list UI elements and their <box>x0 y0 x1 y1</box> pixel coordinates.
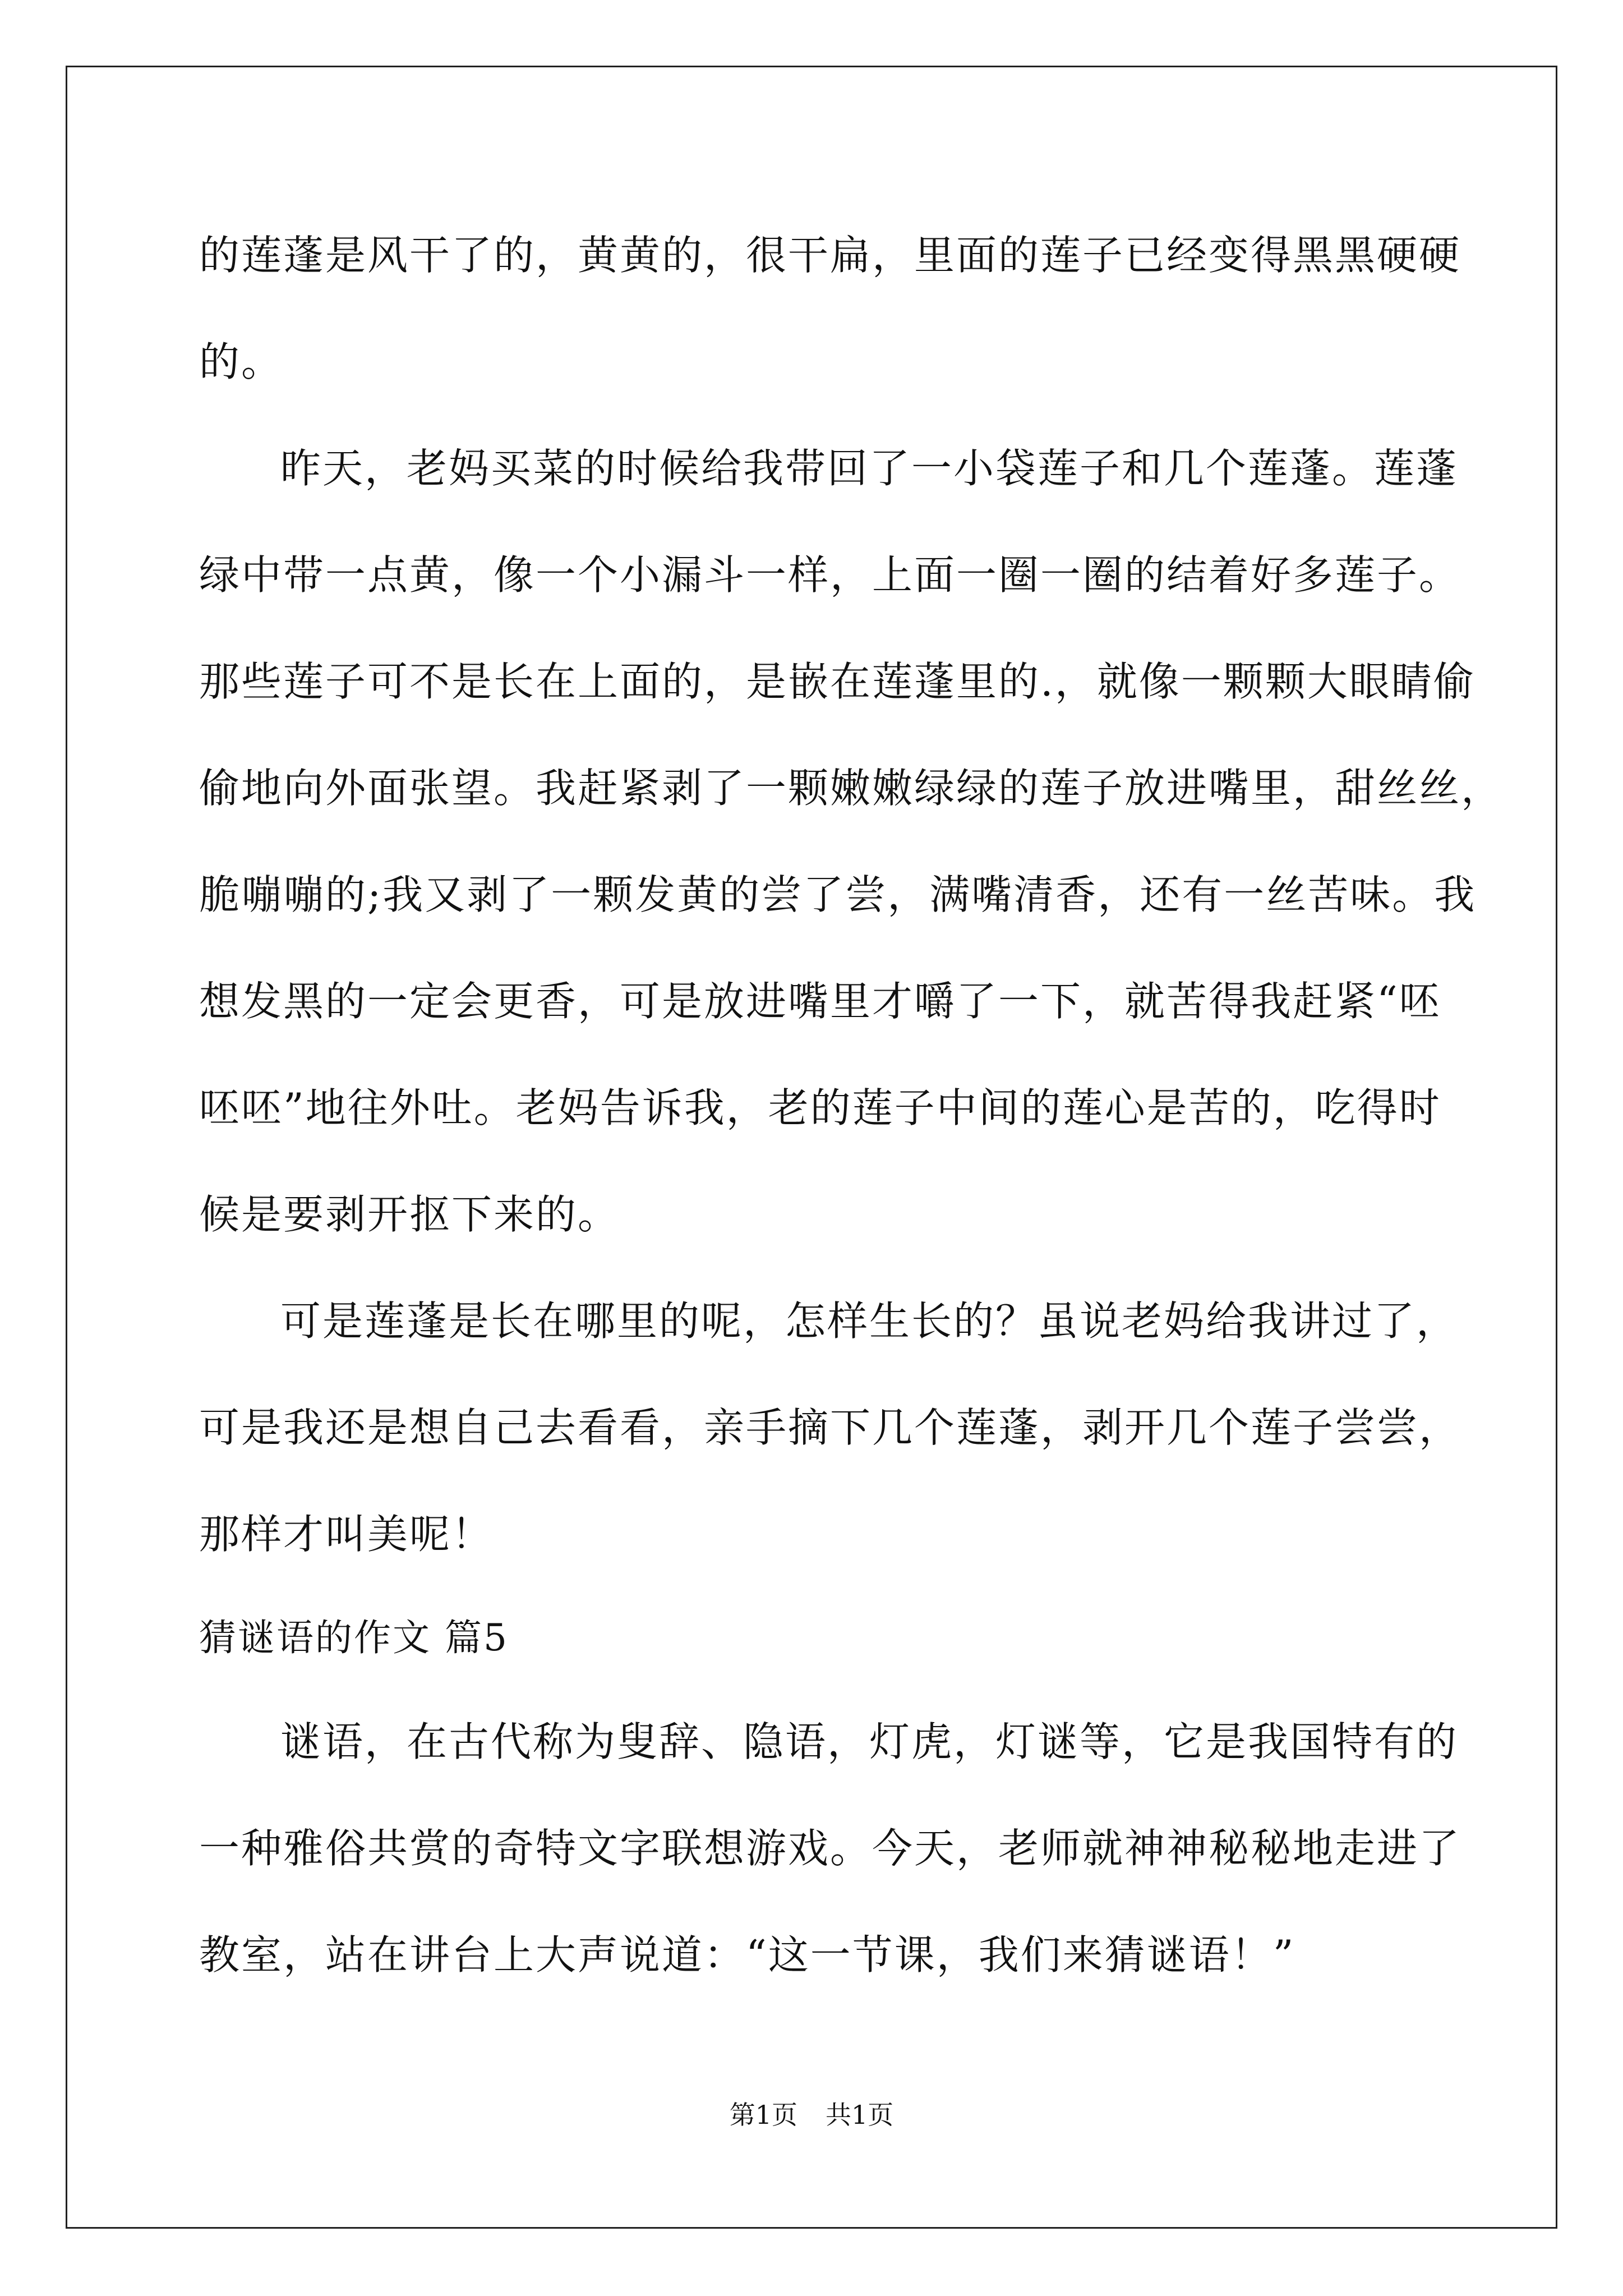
paragraph-start-line: 可是莲蓬是长在哪里的呢，怎样生长的？虽说老妈给我讲过了， <box>280 1297 1459 1345</box>
text-line: 教室，站在讲台上大声说道：“这一节课，我们来猜谜语！” <box>199 1931 1295 1978</box>
text-line: 绿中带一点黄，像一个小漏斗一样，上面一圈一圈的结着好多莲子。 <box>199 551 1461 599</box>
text-line: 可是我还是想自己去看看，亲手摘下几个莲蓬，剥开几个莲子尝尝， <box>199 1404 1461 1451</box>
text-line: 的莲蓬是风干了的，黄黄的，很干扁，里面的莲子已经变得黑黑硬硬 <box>199 232 1461 279</box>
text-line: 呸呸”地往外吐。老妈告诉我，老的莲子中间的莲心是苦的，吃得时 <box>199 1084 1441 1131</box>
text-line: 想发黑的一定会更香，可是放进嘴里才嚼了一下，就苦得我赶紧“呸 <box>199 978 1441 1025</box>
page-number-current: 第1页 <box>729 2100 797 2130</box>
page-footer <box>0 2098 1623 2132</box>
document-body <box>199 202 1504 2008</box>
paragraph-start-line: 昨天，老妈买菜的时候给我带回了一小袋莲子和几个莲蓬。莲蓬 <box>280 445 1459 492</box>
section-heading: 猜谜语的作文 篇5 <box>199 1616 509 1659</box>
text-line: 偷地向外面张望。我赶紧剥了一颗嫩嫩绿绿的莲子放进嘴里，甜丝丝， <box>199 765 1504 812</box>
text-line: 那些莲子可不是长在上面的，是嵌在莲蓬里的.，就像一颗颗大眼睛偷 <box>199 658 1476 705</box>
text-line: 候是要剥开抠下来的。 <box>199 1191 620 1238</box>
text-line: 的。 <box>199 338 284 385</box>
text-line: 脆嘣嘣的;我又剥了一颗发黄的尝了尝，满嘴清香，还有一丝苦味。我 <box>199 871 1477 918</box>
page-number-total: 共1页 <box>826 2100 894 2130</box>
text-line: 一种雅俗共赏的奇特文字联想游戏。今天，老师就神神秘秘地走进了 <box>199 1825 1461 1872</box>
paragraph-start-line: 谜语，在古代称为叟辞、隐语，灯虎，灯谜等，它是我国特有的 <box>280 1718 1459 1765</box>
text-line: 那样才叫美呢！ <box>199 1511 494 1558</box>
